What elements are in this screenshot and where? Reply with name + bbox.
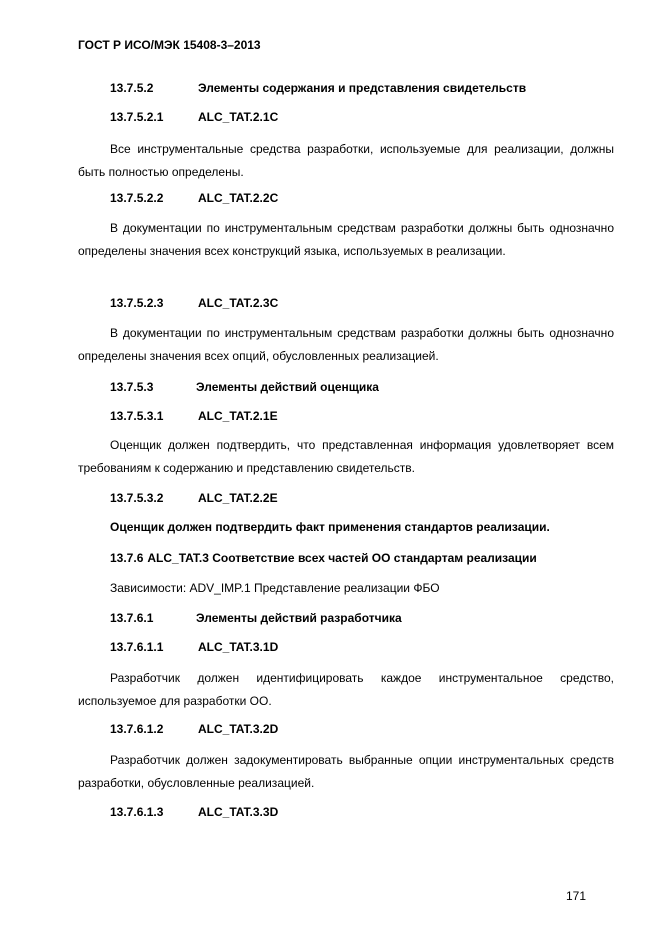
paragraph: В документации по инструментальным средствам разработки должны быть однозначно определены значения всех конструкций языка, используемых в реализации. xyxy=(78,221,614,258)
paragraph: Разработчик должен задокументировать выбранные опции инструментальных средств разработки, обусловленные реализацией. xyxy=(78,753,614,790)
paragraph: Оценщик должен подтвердить факт применения стандартов реализации. xyxy=(110,520,550,534)
section-number: 13.7.5.2.1 xyxy=(110,110,164,124)
section-number: 13.7.6.1.3 xyxy=(110,805,164,819)
section-heading xyxy=(110,487,630,510)
section-number: 13.7.6 xyxy=(110,551,144,565)
section-heading xyxy=(110,607,630,630)
section-title: ALC_TAT.2.1C xyxy=(198,110,279,124)
section-title: ALC_TAT.3 Соответствие всех частей ОО стандартам реализации xyxy=(147,551,537,565)
section-heading xyxy=(110,187,630,210)
section-heading xyxy=(110,292,630,315)
section-title: ALC_TAT.2.2E xyxy=(198,491,278,505)
section-heading xyxy=(110,405,630,428)
section-title: ALC_TAT.3.3D xyxy=(198,805,279,819)
section-number: 13.7.5.3 xyxy=(110,380,154,394)
section-title: Элементы действий оценщика xyxy=(196,380,379,394)
paragraph: В документации по инструментальным средствам разработки должны быть однозначно определены значения всех опций, обусловленных реализацией. xyxy=(78,326,614,363)
paragraph: Зависимости: ADV_IMP.1 Представление реализации ФБО xyxy=(110,581,440,595)
section-heading xyxy=(110,636,630,659)
section-title: ALC_TAT.2.2C xyxy=(198,191,279,205)
section-title: Элементы действий разработчика xyxy=(196,611,402,625)
section-number: 13.7.5.2.3 xyxy=(110,296,164,310)
section-heading xyxy=(110,106,630,129)
section-title: ALC_TAT.3.2D xyxy=(198,722,279,736)
section-title: ALC_TAT.2.1E xyxy=(198,409,278,423)
section-heading xyxy=(110,547,630,570)
section-number: 13.7.5.3.1 xyxy=(110,409,164,423)
document-header: ГОСТ Р ИСО/МЭК 15408-3–2013 xyxy=(78,38,261,52)
section-number: 13.7.6.1.1 xyxy=(110,640,164,654)
section-heading xyxy=(110,376,630,399)
paragraph: Разработчик должен идентифицировать каждое инструментальное средство, используемое для разработки ОО. xyxy=(78,671,614,708)
section-title: Элементы содержания и представления свидетельств xyxy=(198,81,527,95)
section-title: ALC_TAT.3.1D xyxy=(198,640,279,654)
section-heading xyxy=(110,801,630,824)
page-number: 171 xyxy=(566,889,587,903)
section-number: 13.7.6.1.2 xyxy=(110,722,164,736)
section-number: 13.7.5.2 xyxy=(110,81,154,95)
section-title: ALC_TAT.2.3C xyxy=(198,296,279,310)
section-heading xyxy=(110,77,630,100)
section-number: 13.7.6.1 xyxy=(110,611,154,625)
section-heading xyxy=(110,718,630,741)
section-number: 13.7.5.2.2 xyxy=(110,191,164,205)
section-number: 13.7.5.3.2 xyxy=(110,491,164,505)
paragraph: Оценщик должен подтвердить, что представленная информация удовлетворяет всем требованиям к содержанию и представлению свидетельств. xyxy=(78,438,614,475)
paragraph: Все инструментальные средства разработки, используемые для реализации, должны быть полностью определены. xyxy=(78,142,614,179)
